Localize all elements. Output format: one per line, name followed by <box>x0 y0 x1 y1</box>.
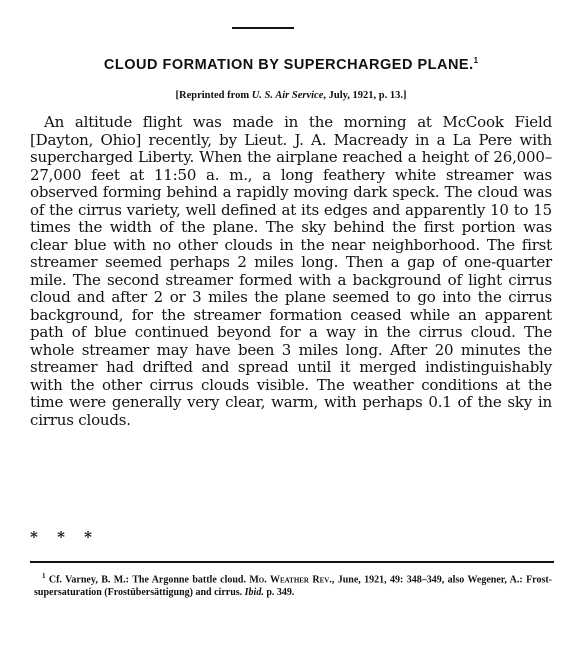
footnote-volume: 49 <box>390 574 401 586</box>
footnote <box>34 570 552 599</box>
footnote-journal: Mo. Weather Rev. <box>249 574 332 586</box>
footnote-part2: , June, 1921, <box>331 574 391 586</box>
footnote-part4: p. 349. <box>263 586 295 598</box>
article-title <box>0 56 582 73</box>
article-title-text: CLOUD FORMATION BY SUPERCHARGED PLANE. <box>103 56 474 73</box>
reprint-note <box>0 90 582 101</box>
article-body: An altitude flight was made in the morning at McCook Field [Dayton, Ohio] recently, by Lieut. J. A. Macready in a La Pere with supercharged Liberty. When the airplane reached a height of 26,000–27,000 feet at 11:50 a. m., a long feathery white streamer was observed forming behind a rapidly moving dark speck. The cloud was of the cirrus variety, well defined at its edges and apparently 10 to 15 times the width of the plane. The sky behind the first portion was clear blue with no other clouds in the near neighborhood. The first streamer seemed perhaps 2 miles long. Then a gap of one-quarter mile. The second streamer formed with a background of light cirrus cloud and after 2 or 3 miles the plane seemed to go into the cirrus background, for the streamer formation ceased while an apparent path of blue continued beyond for a way in the cirrus cloud. The whole streamer may have been 3 miles long. After 20 minutes the streamer had drifted and spread until it merged indistinguishably with the other cirrus clouds visible. The weather conditions at the time were generally very clear, warm, with perhaps 0.1 of the sky in cirrus clouds. <box>30 113 552 429</box>
footnote-rule <box>30 561 554 563</box>
title-footnote-marker: 1 <box>473 56 479 65</box>
reprint-suffix: , July, 1921, p. 13.] <box>323 90 407 101</box>
reprint-source: U. S. Air Service <box>251 90 324 101</box>
footnote-marker: 1 <box>42 572 46 580</box>
top-rule <box>232 27 294 29</box>
footnote-part3: : 348–349, also Wegener, A.: Frost-supersaturation (Frostübersättigung) and cirrus. <box>34 574 552 598</box>
footnote-part1: Cf. Varney, B. M.: The Argonne battle cloud. <box>45 574 250 586</box>
ellipsis-stars: * * * <box>30 528 92 546</box>
reprint-prefix: [Reprinted from <box>175 90 252 101</box>
footnote-ibid: Ibid. <box>244 586 264 598</box>
